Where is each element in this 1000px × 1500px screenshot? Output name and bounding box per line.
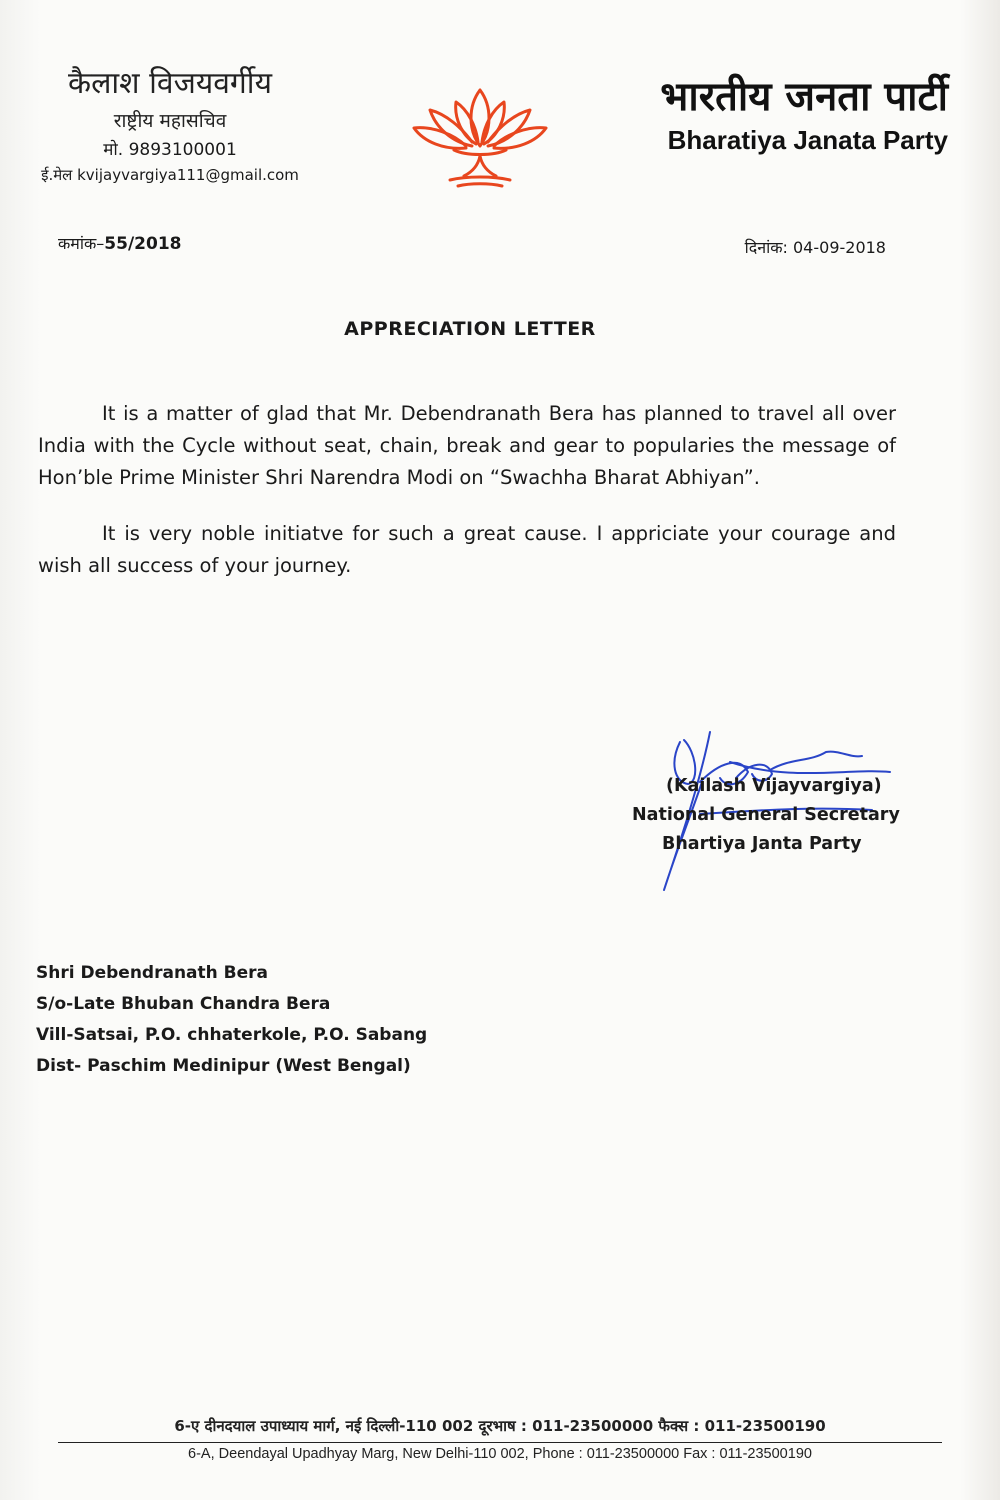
- sender-phone: मो. 9893100001: [103, 140, 237, 160]
- reference-value: 55/2018: [104, 234, 182, 254]
- signatory-block: [632, 772, 902, 859]
- party-name-block: [660, 74, 948, 156]
- addressee-line: Vill-Satsai, P.O. chhaterkole, P.O. Sabang: [36, 1025, 428, 1045]
- lotus-icon: [410, 80, 550, 190]
- reference-label: कमांक–: [58, 234, 105, 253]
- reference-number: [58, 232, 181, 254]
- footer-address-hindi: 6-ए दीनदयाल उपाध्याय मार्ग, नई दिल्ली-110 002 दूरभाष : 011-23500000 फैक्स : 011-23500190: [174, 1417, 826, 1435]
- body-paragraph: It is very noble initiatve for such a great cause. I appriciate your courage and wish all success of your journey.: [38, 522, 896, 577]
- party-name-english: Bharatiya Janata Party: [667, 125, 948, 155]
- addressee-block: [36, 958, 427, 1082]
- letter-body: [38, 398, 896, 606]
- letter-subject: APPRECIATION LETTER: [344, 318, 596, 340]
- party-name-hindi: भारतीय जनता पार्टी: [660, 74, 948, 120]
- sender-title: राष्ट्रीय महासचिव: [113, 110, 227, 132]
- sender-block: [20, 66, 320, 186]
- footer-divider: [58, 1442, 942, 1443]
- sender-name: कैलाश विजयवर्गीय: [68, 66, 272, 101]
- addressee-line: S/o-Late Bhuban Chandra Bera: [36, 994, 331, 1014]
- addressee-line: Dist- Paschim Medinipur (West Bengal): [36, 1056, 411, 1076]
- signatory-organization: Bhartiya Janta Party: [662, 834, 862, 854]
- body-paragraph: It is a matter of glad that Mr. Debendranath Bera has planned to travel all over India with the Cycle without seat, chain, break and gear to popularies the message of Hon’ble Prime Minister Shri Narendra Modi on “Swachha Bharat Abhiyan”.: [38, 402, 896, 489]
- signatory-designation: National General Secretary: [632, 805, 900, 825]
- addressee-line: Shri Debendranath Bera: [36, 963, 269, 983]
- letterhead-footer: [0, 1414, 1000, 1462]
- sender-email: ई.मेल kvijayvargiya111@gmail.com: [41, 166, 299, 184]
- signatory-name: (Kailash Vijayvargiya): [666, 776, 882, 796]
- letter-date: दिनांक: 04-09-2018: [744, 238, 886, 257]
- footer-address-english: 6-A, Deendayal Upadhyay Marg, New Delhi-110 002, Phone : 011-23500000 Fax : 011-23500190: [188, 1446, 812, 1462]
